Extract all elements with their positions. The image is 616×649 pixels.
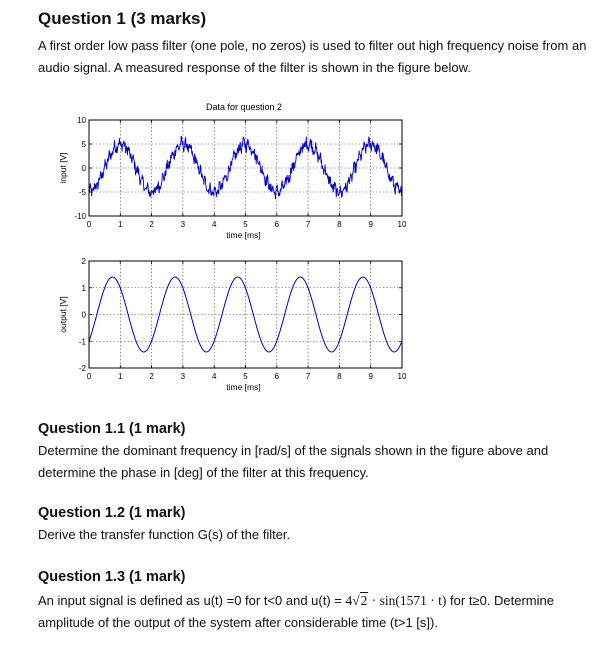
x-tick-label: 1 [118, 220, 123, 229]
y-tick-label: 2 [81, 257, 86, 266]
x-tick-label: 9 [368, 372, 373, 381]
x-tick-label: 4 [211, 372, 217, 381]
x-tick-label: 3 [180, 372, 186, 381]
x-tick-label: 3 [180, 220, 186, 229]
x-tick-label: 7 [305, 372, 311, 381]
x-tick-label: 8 [337, 220, 342, 229]
q12-title: Question 1.2 (1 mark) [38, 505, 186, 521]
formula-coef: 4 [345, 593, 353, 608]
y-tick-label: -5 [78, 188, 86, 197]
x-tick-label: 5 [243, 220, 248, 229]
y-tick-label: -10 [74, 212, 86, 221]
x-tick-label: 7 [305, 220, 311, 229]
y-tick-label: -2 [78, 364, 86, 373]
x-tick-label: 8 [337, 372, 342, 381]
y-tick-label: -1 [78, 337, 86, 347]
question-intro: A first order low pass filter (one pole, no zeros) is used to filter out high frequency noise from an audio signal. A measured response of the filter is shown in the figure below. [38, 38, 587, 75]
formula-radicand: 2 [360, 593, 368, 608]
q13-text-c: amplitude of the output of the system after considerable time (t>1 [s]). [38, 615, 438, 630]
q13-text [38, 590, 598, 634]
x-tick-label: 0 [86, 372, 92, 381]
x-tick-label: 10 [397, 220, 407, 229]
x-tick-label: 2 [149, 220, 154, 229]
x-tick-label: 9 [368, 220, 373, 229]
x-tick-label: 1 [118, 372, 123, 381]
q11-text: Determine the dominant frequency in [rad/s] of the signals shown in the figure above and determine the phase in [deg] of the filter at this frequency. [38, 443, 549, 480]
y-tick-label: 0 [81, 164, 86, 173]
x-axis-label: time [ms] [226, 230, 261, 240]
figure-title: Data for question 2 [205, 102, 283, 112]
y-axis-label: input [V] [58, 152, 68, 184]
question-title: Question 1 (3 marks) [38, 9, 207, 28]
figure [0, 95, 616, 395]
y-tick-label: 5 [81, 140, 86, 149]
q13-formula: 4√2 · sin(1571 · t) [345, 593, 447, 608]
q11-title: Question 1.1 (1 mark) [38, 421, 186, 437]
x-tick-label: 0 [86, 220, 92, 229]
q13-title: Question 1.3 (1 mark) [38, 569, 186, 585]
y-tick-label: 0 [81, 310, 86, 320]
y-tick-label: 1 [81, 283, 86, 293]
y-axis-label: output [V] [58, 296, 68, 333]
x-tick-label: 4 [211, 220, 217, 229]
x-axis-label: time [ms] [226, 382, 261, 392]
y-tick-label: 10 [77, 116, 86, 125]
input-plot [58, 116, 407, 240]
x-tick-label: 10 [397, 372, 407, 381]
x-tick-label: 5 [243, 372, 248, 381]
x-tick-label: 6 [274, 372, 280, 381]
formula-sine: · sin(1571 · t) [368, 593, 447, 608]
x-tick-label: 2 [149, 372, 154, 381]
q12-text: Derive the transfer function G(s) of the filter. [38, 527, 291, 542]
output-plot [58, 257, 407, 392]
x-tick-label: 6 [274, 220, 280, 229]
q13-text-b: for t≥0. Determine [446, 593, 554, 608]
q13-text-a: An input signal is defined as u(t) =0 for t<0 and u(t) = [38, 593, 346, 608]
